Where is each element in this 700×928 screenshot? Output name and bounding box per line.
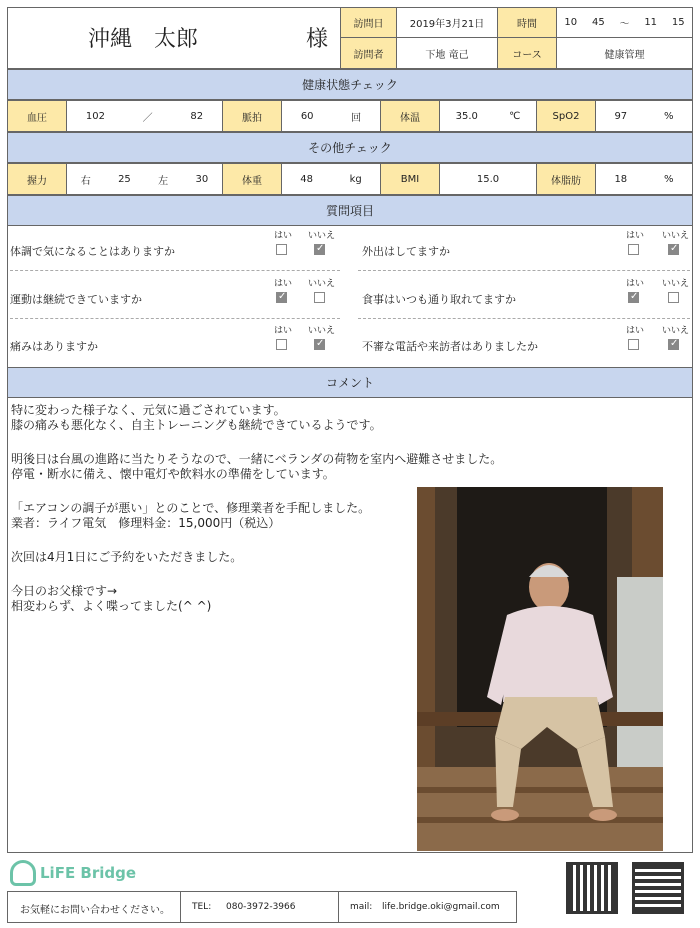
weight-values [281, 163, 381, 195]
fat-label: 体脂肪 [536, 163, 596, 195]
question-separator [358, 270, 690, 271]
footer-divider-2 [338, 891, 339, 923]
spo2: 97 [614, 110, 628, 122]
visit-date: 2019年3月21日 [396, 7, 498, 38]
yes-checkbox[interactable] [628, 244, 639, 255]
question-text: 食事はいつも通り取れてますか [362, 293, 516, 306]
yes-header: はい [274, 326, 293, 336]
no-header: いいえ [662, 279, 690, 289]
yes-header: はい [274, 279, 293, 289]
time-start-hour: 10 [564, 17, 578, 28]
bp-high: 102 [85, 110, 105, 122]
comment-line: 停電・断水に備え、懐中電灯や飲料水の準備をしています。 [11, 467, 335, 481]
yes-header: はい [626, 231, 645, 241]
time-range [556, 7, 693, 38]
mail: life.bridge.oki@gmail.com [382, 902, 500, 912]
no-checkbox[interactable] [314, 292, 325, 303]
logo-text: LiFE Bridge [40, 864, 137, 882]
health-section-title: 健康状態チェック [7, 69, 693, 100]
question-text: 痛みはありますか [10, 340, 98, 353]
yes-header: はい [626, 279, 645, 289]
footer-divider-1 [180, 891, 181, 923]
footer-logo [10, 860, 136, 886]
question-separator [358, 318, 690, 319]
comment-line: 膝の痛みも悪化なく、自主トレーニングも継続できているようです。 [11, 418, 382, 432]
yes-checkbox[interactable] [628, 339, 639, 350]
no-checkbox[interactable] [314, 244, 325, 255]
question-separator [10, 318, 340, 319]
comment-line: 相変わらず、よく喋ってました(^ ^) [11, 599, 212, 613]
pulse: 60 [300, 110, 314, 122]
tel: 080-3972-3966 [226, 902, 296, 912]
pulse-unit: 回 [351, 112, 362, 124]
questions-section-title: 質問項目 [7, 195, 693, 226]
temp-label: 体温 [380, 100, 440, 132]
course-label: コース [497, 37, 557, 69]
tel-label: TEL: [192, 902, 212, 912]
mail-label: mail: [350, 902, 373, 912]
pulse-label: 脈拍 [222, 100, 282, 132]
temp: 35.0 [455, 110, 478, 122]
grip-right: 25 [118, 173, 131, 185]
no-checkbox[interactable] [668, 244, 679, 255]
grip-left: 30 [195, 173, 209, 185]
weight-unit: kg [349, 173, 362, 185]
footer-contact: お気軽にお問い合わせください。 [20, 905, 170, 916]
time-label: 時間 [497, 7, 557, 38]
weight-label: 体重 [222, 163, 282, 195]
no-checkbox[interactable] [314, 339, 325, 350]
comment-line: 業者：ライフ電気 修理料金：15,000円（税込） [11, 516, 281, 530]
bp-slash: ／ [142, 112, 153, 124]
client-name: 沖縄 太郎 [88, 27, 199, 52]
spo2-unit: % [664, 110, 674, 122]
pulse-values [281, 100, 381, 132]
temp-values [439, 100, 537, 132]
yes-header: はい [274, 231, 293, 241]
fat-unit: % [664, 173, 674, 185]
qr-code-2 [632, 862, 684, 914]
grip-label: 握力 [7, 163, 67, 195]
question-text: 外出はしてますか [362, 245, 450, 258]
bp-low: 82 [190, 110, 204, 122]
bp-values [66, 100, 223, 132]
spo2-label: SpO2 [536, 100, 596, 132]
weight: 48 [300, 173, 314, 185]
question-text: 体調で気になることはありますか [10, 245, 175, 258]
comment-line: 次回は4月1日にご予約をいただきました。 [11, 550, 243, 564]
question-separator [10, 270, 340, 271]
father-photo [417, 487, 663, 851]
yes-checkbox[interactable] [628, 292, 639, 303]
grip-values [66, 163, 223, 195]
grip-left-label: 左 [158, 175, 169, 187]
time-start-min: 45 [591, 17, 605, 28]
yes-checkbox[interactable] [276, 339, 287, 350]
yes-checkbox[interactable] [276, 292, 287, 303]
bmi: 15.0 [439, 163, 537, 195]
question-text: 運動は継続できていますか [10, 293, 142, 306]
fat: 18 [614, 173, 628, 185]
visitor-label: 訪問者 [340, 37, 397, 69]
time-end-min: 15 [671, 17, 685, 28]
yes-checkbox[interactable] [276, 244, 287, 255]
comment-line: 今日のお父様です→ [11, 584, 118, 598]
qr-code-1 [566, 862, 618, 914]
temp-unit: ℃ [509, 110, 521, 122]
no-checkbox[interactable] [668, 339, 679, 350]
no-header: いいえ [662, 231, 690, 241]
comment-line: 特に変わった様子なく、元気に過ごされています。 [11, 403, 286, 417]
no-header: いいえ [308, 231, 336, 241]
time-end-hour: 11 [644, 17, 658, 28]
grip-right-label: 右 [80, 175, 91, 187]
no-header: いいえ [662, 326, 690, 336]
other-section-title: その他チェック [7, 132, 693, 163]
time-separator: 〜 [619, 19, 630, 30]
comment-section-title: コメント [7, 367, 693, 398]
bp-label: 血圧 [7, 100, 67, 132]
house-icon [10, 860, 36, 886]
client-honorific: 様 [306, 27, 329, 52]
fat-values [595, 163, 693, 195]
no-header: いいえ [308, 326, 336, 336]
spo2-values [595, 100, 693, 132]
bmi-label: BMI [380, 163, 440, 195]
yes-header: はい [626, 326, 645, 336]
no-checkbox[interactable] [668, 292, 679, 303]
question-text: 不審な電話や来訪者はありましたか [362, 340, 538, 353]
no-header: いいえ [308, 279, 336, 289]
comment-line: 「エアコンの調子が悪い」とのことで、修理業者を手配しました。 [11, 501, 371, 515]
visitor: 下地 竜己 [396, 37, 498, 69]
comment-line: 明後日は台風の進路に当たりそうなので、一緒にベランダの荷物を室内へ避難させました。 [11, 452, 503, 466]
course: 健康管理 [556, 37, 693, 69]
visit-date-label: 訪問日 [340, 7, 397, 38]
